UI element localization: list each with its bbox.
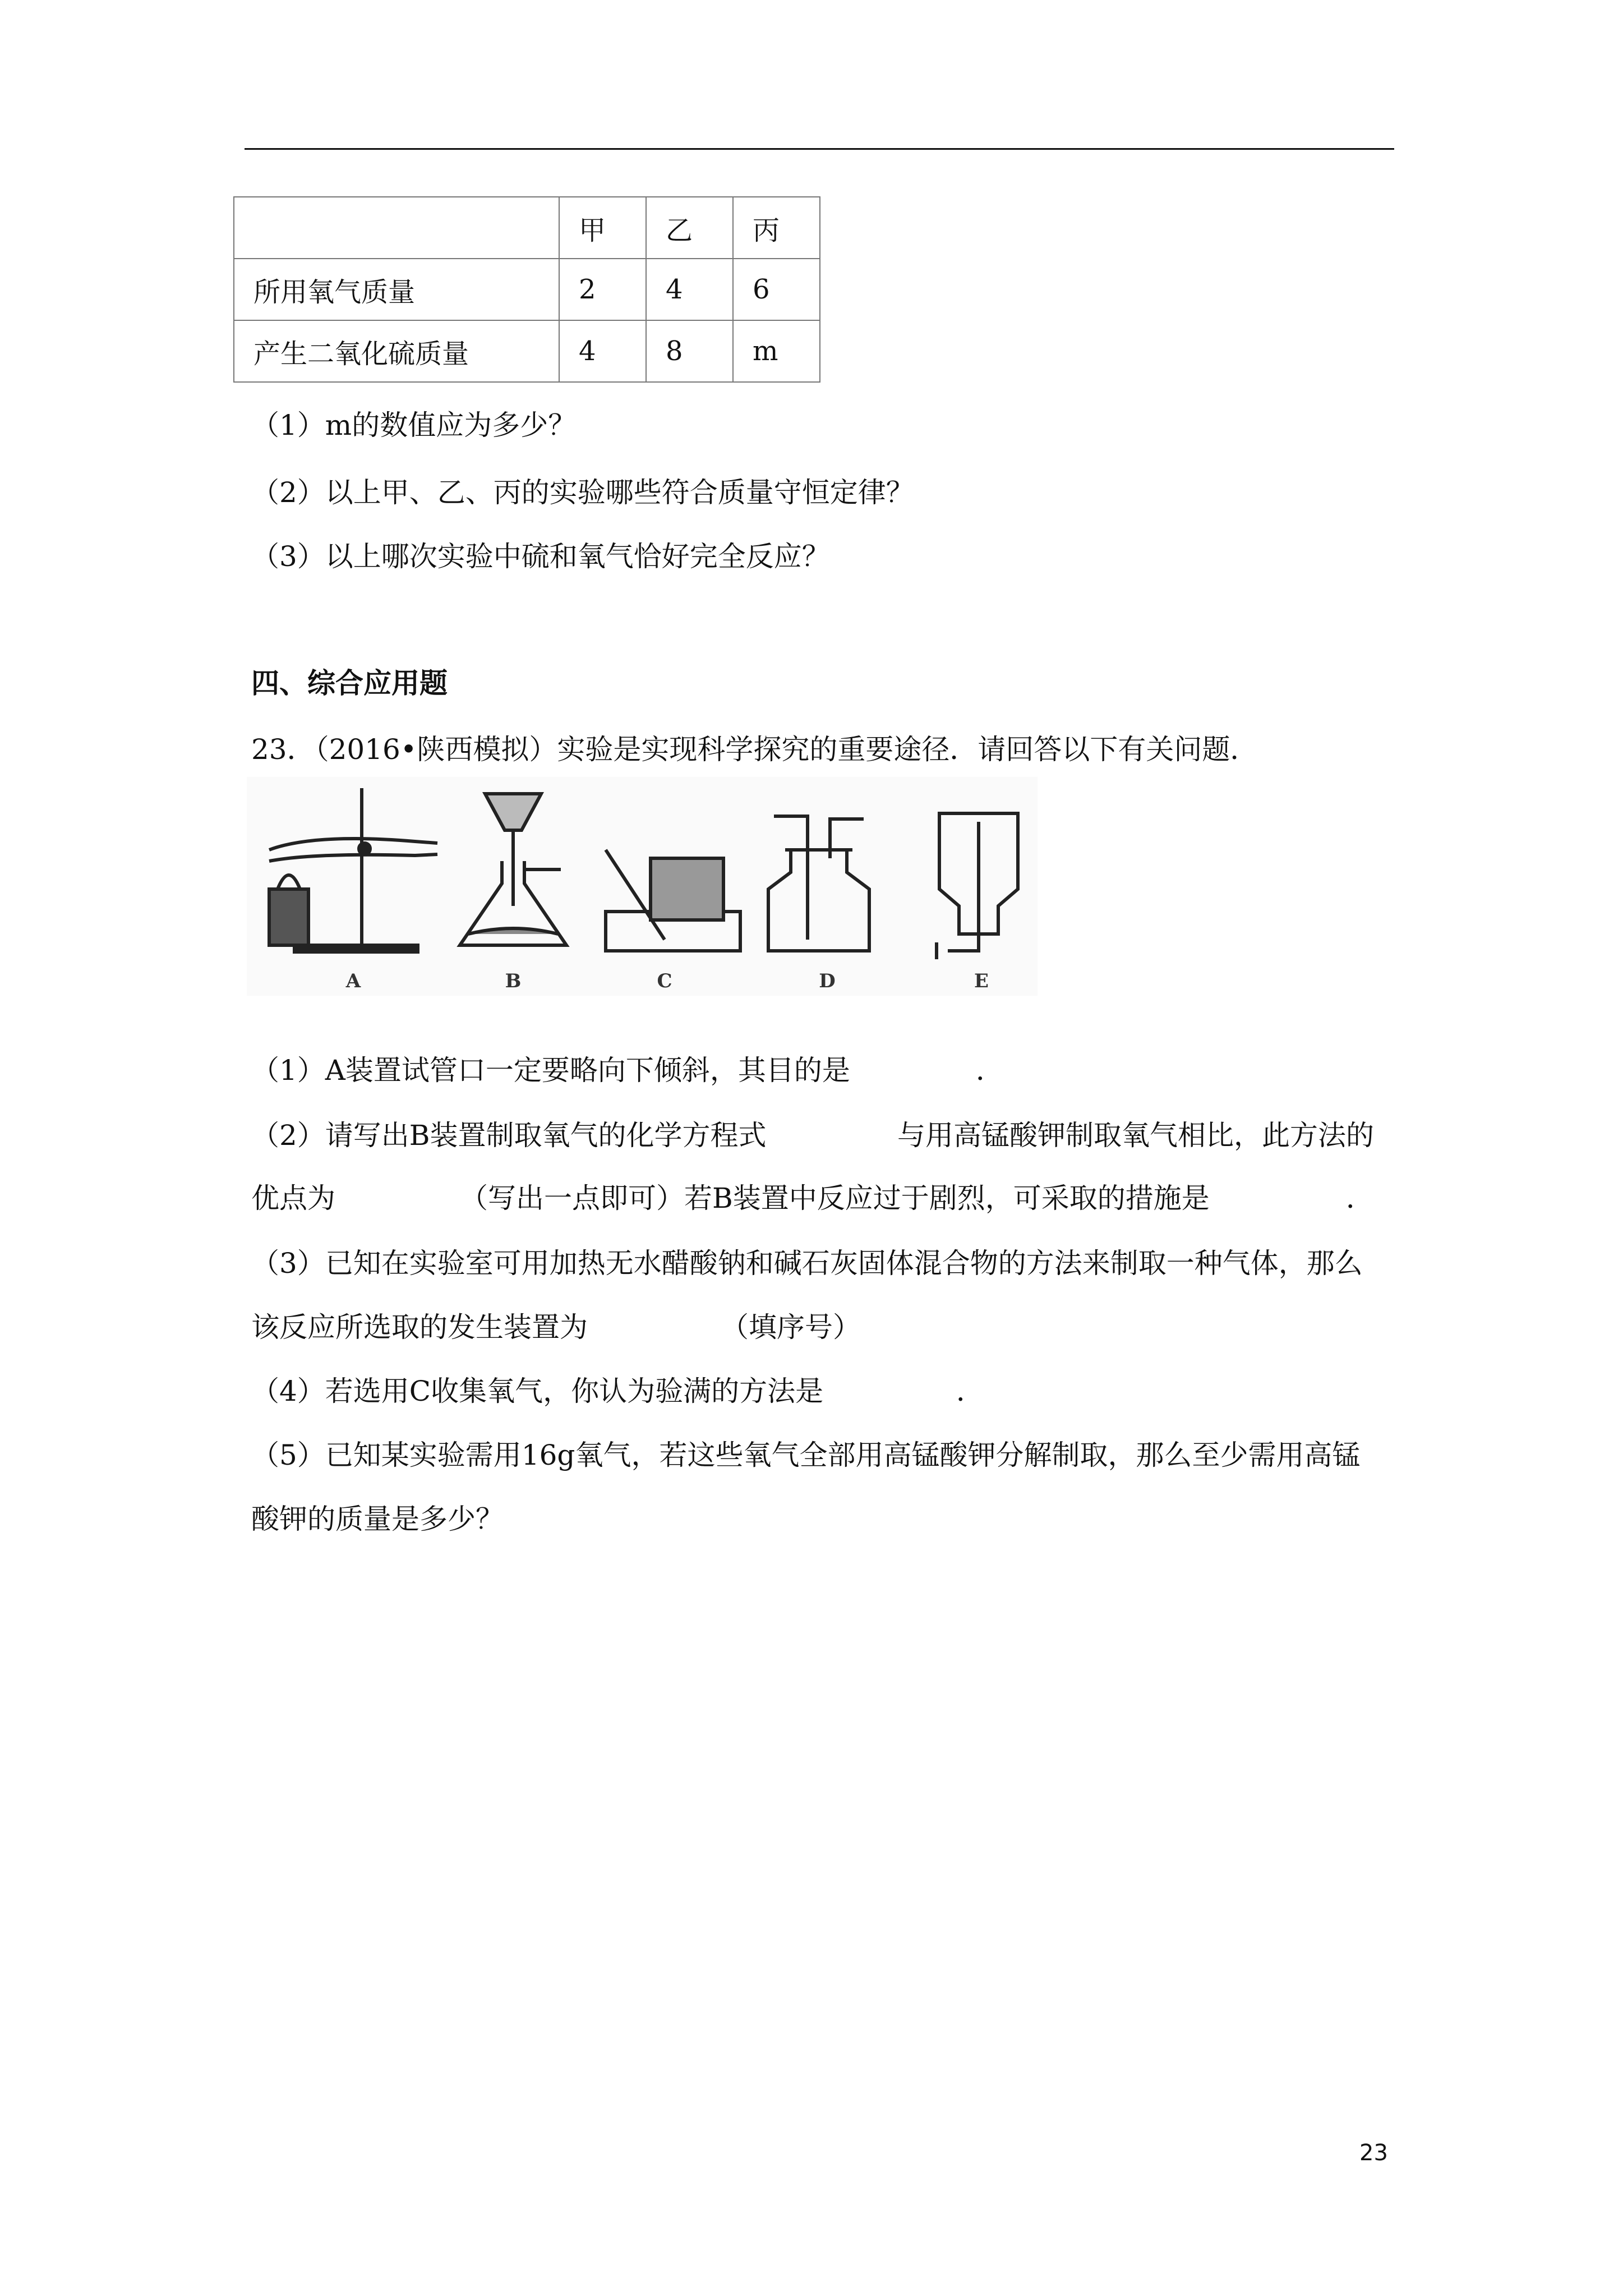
page-number: 23 — [1359, 2140, 1388, 2166]
q23-part1-text: （1）A装置试管口一定要略向下倾斜，其目的是 — [251, 1054, 850, 1087]
q22-sub3: （3）以上哪次实验中硫和氧气恰好完全反应？ — [251, 540, 830, 573]
q23-part2-a: （2）请写出B装置制取氧气的化学方程式 — [251, 1119, 767, 1152]
data-table — [233, 196, 820, 383]
apparatus-figure — [247, 777, 1038, 996]
q22-sub1: （1）m的数值应为多少？ — [251, 409, 577, 441]
table-cell: 2 — [559, 259, 646, 320]
table-cell: 8 — [646, 320, 733, 382]
q23-part2-e: ． — [1346, 1182, 1374, 1214]
q23-part2-d: （写出一点即可）若B装置中反应过于剧烈，可采取的措施是 — [460, 1182, 1210, 1214]
figure-label-c: C — [657, 970, 672, 992]
table-cell: 丙 — [733, 197, 820, 259]
q23-part3-a: （3）已知在实验室可用加热无水醋酸钠和碱石灰固体混合物的方法来制取一种气体，那么 — [251, 1247, 1363, 1280]
table-cell: 4 — [559, 320, 646, 382]
q23-part2-b: 与用高锰酸钾制取氧气相比，此方法的 — [897, 1119, 1374, 1152]
table-row — [234, 320, 820, 382]
table-cell — [234, 197, 559, 259]
q23-part3-c: （填序号） — [721, 1311, 861, 1343]
figure-label-b: B — [505, 970, 522, 992]
q22-sub2: （2）以上甲、乙、丙的实验哪些符合质量守恒定律？ — [251, 476, 914, 509]
q23-part1-end: ． — [976, 1054, 1004, 1087]
q23-part3-b: 该反应所选取的发生装置为 — [251, 1311, 588, 1343]
table-cell: 6 — [733, 259, 820, 320]
q23-part5-b: 酸钾的质量是多少？ — [251, 1503, 504, 1535]
q23-part5-a: （5）已知某实验需用16g氧气，若这些氧气全部用高锰酸钾分解制取，那么至少需用高锰 — [251, 1439, 1361, 1471]
table-header-row — [234, 197, 820, 259]
section-title: 四、综合应用题 — [251, 666, 448, 700]
table-cell: 产生二氧化硫质量 — [234, 320, 559, 382]
figure-label-a: A — [345, 970, 361, 992]
q23-stem: 23．（2016•陕西模拟）实验是实现科学探究的重要途径．请回答以下有关问题． — [251, 733, 1258, 766]
q23-part4-b: ． — [956, 1375, 984, 1407]
q23-part1 — [251, 1053, 850, 1087]
table-row — [234, 259, 820, 320]
table-cell: 甲 — [559, 197, 646, 259]
figure-label-d: D — [819, 970, 836, 992]
table-cell: 乙 — [646, 197, 733, 259]
header-rule — [245, 148, 1394, 150]
q23-part4-a: （4）若选用C收集氧气，你认为验满的方法是 — [251, 1375, 824, 1407]
q23-part2-c: 优点为 — [251, 1182, 335, 1214]
table-cell: m — [733, 320, 820, 382]
figure-label-e: E — [974, 970, 989, 992]
table-cell: 所用氧气质量 — [234, 259, 559, 320]
table-cell: 4 — [646, 259, 733, 320]
